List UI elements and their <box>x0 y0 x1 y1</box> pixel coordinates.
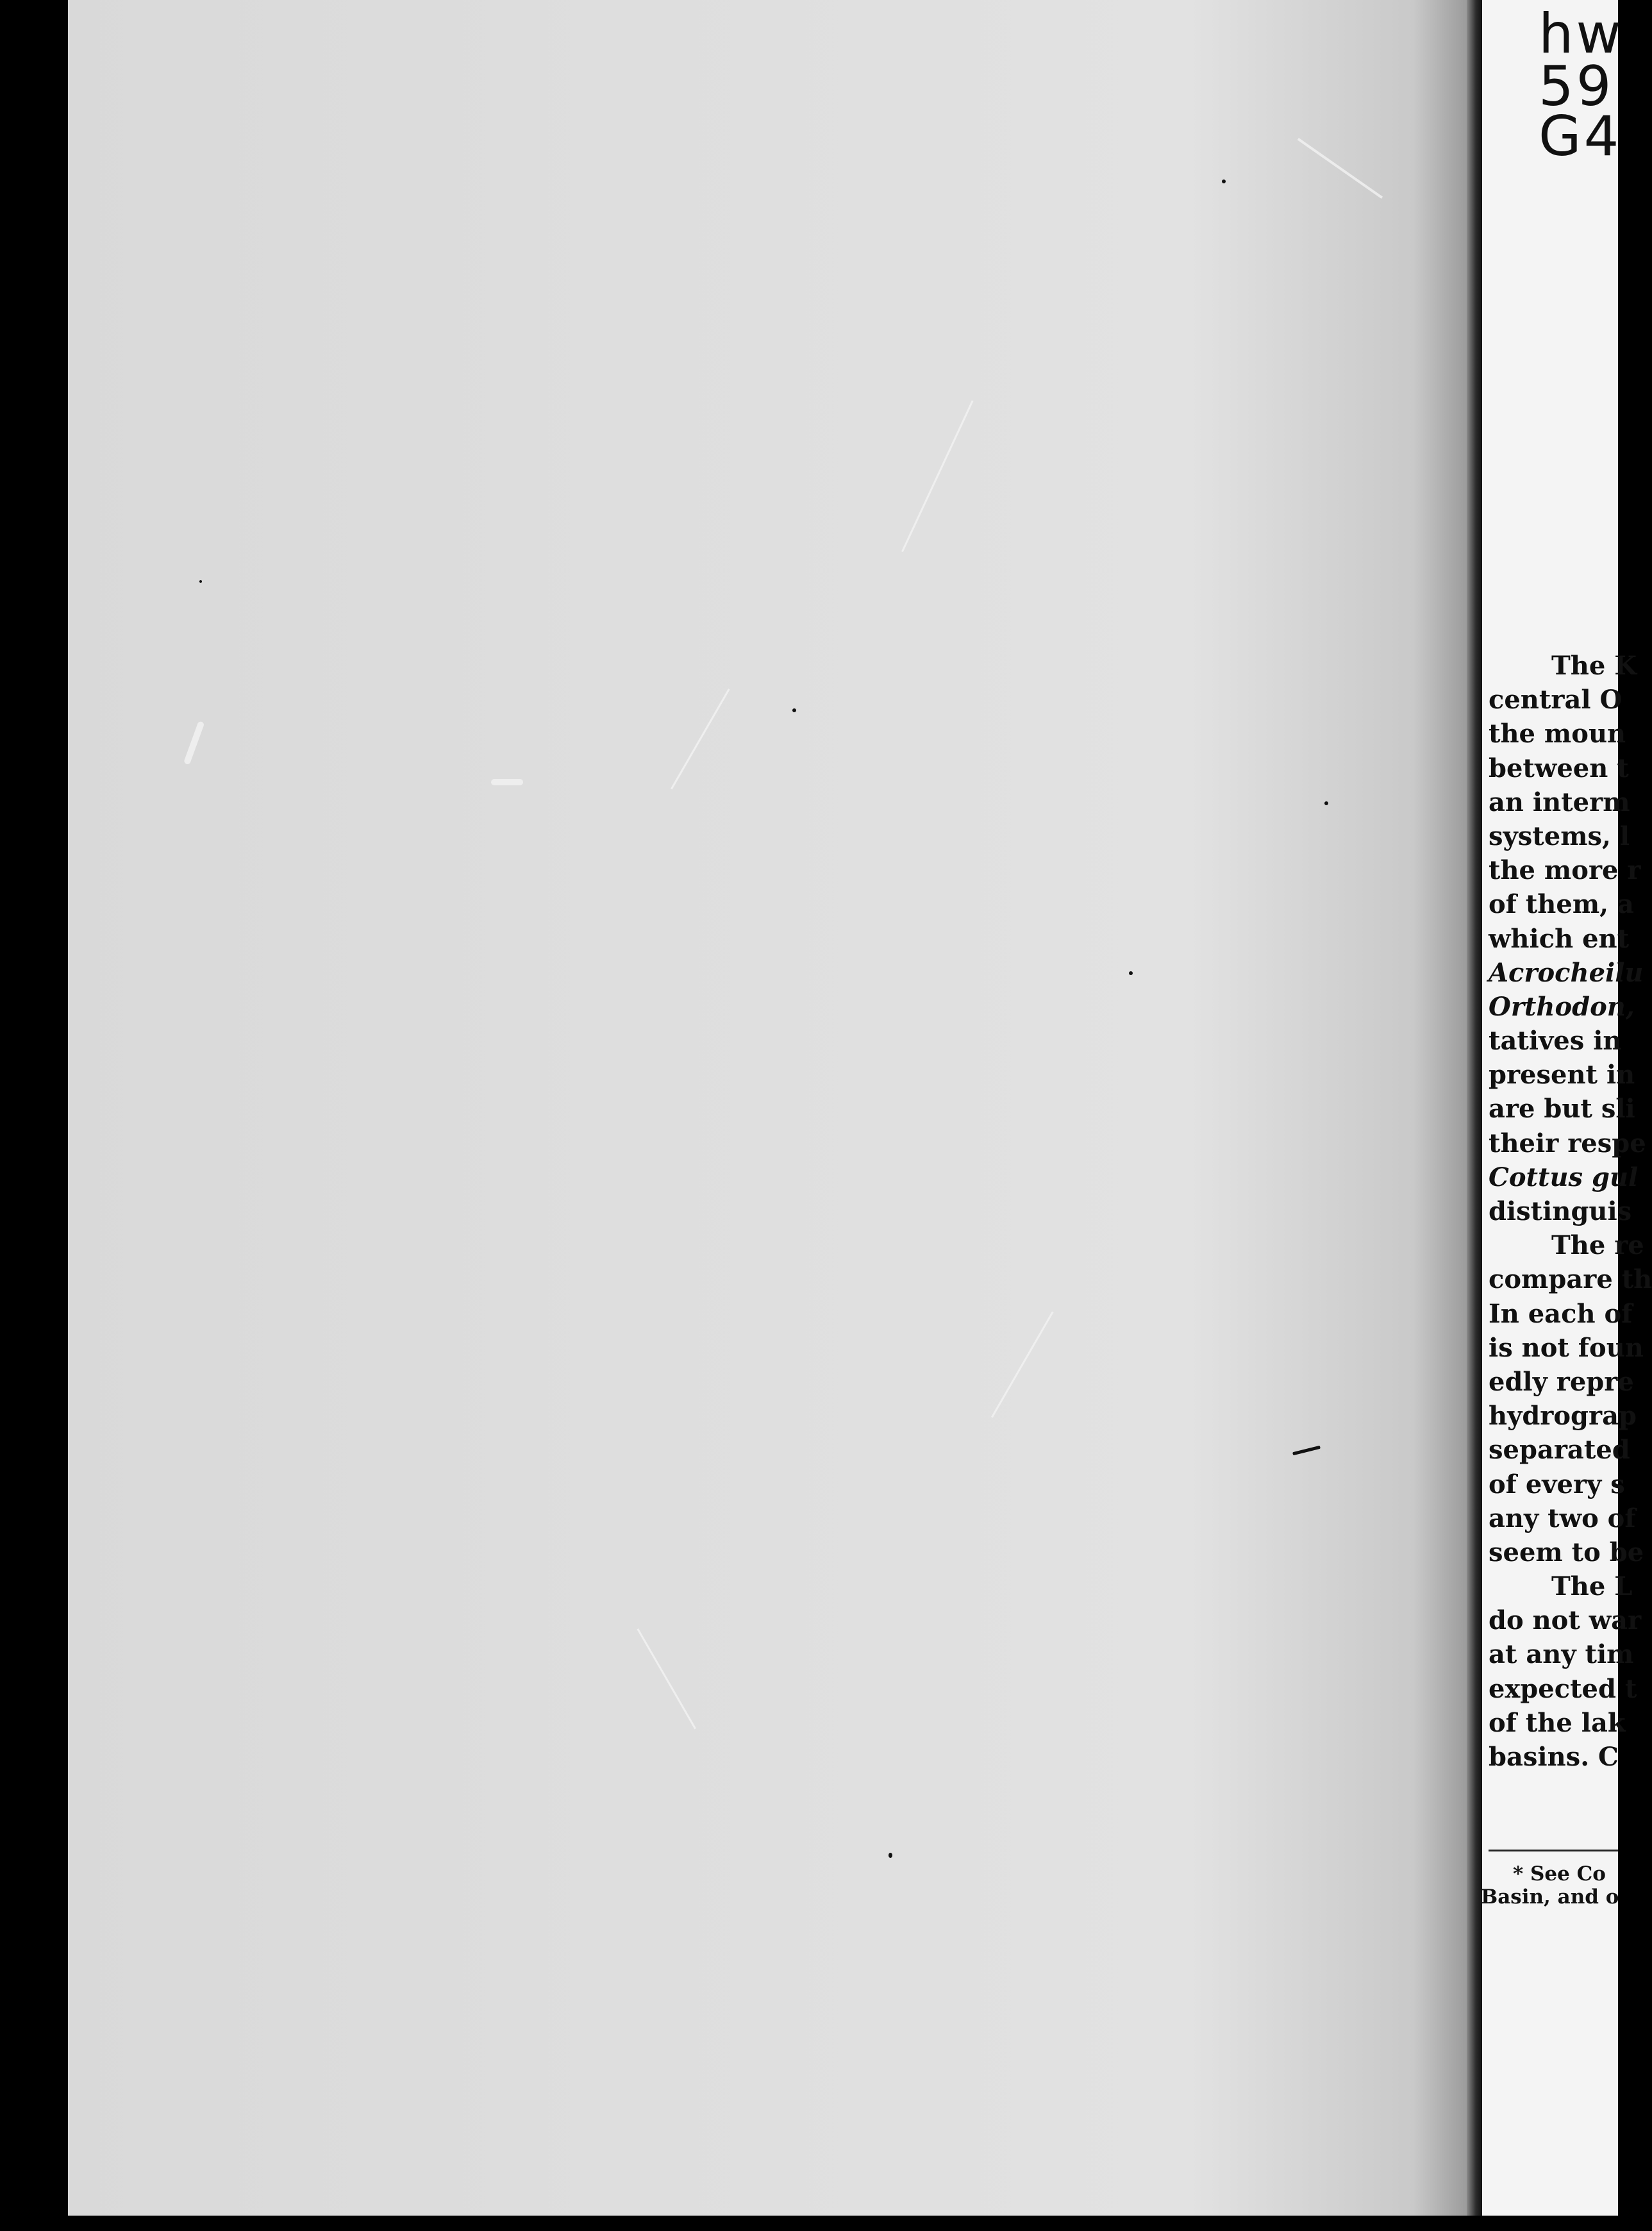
blank-left-page <box>68 0 1469 2216</box>
body-text-line: basins. C <box>1489 1742 1619 1772</box>
body-text-line: distinguis <box>1489 1196 1632 1226</box>
body-text-line: their respe <box>1489 1128 1646 1158</box>
handwritten-note-line: 59 <box>1539 54 1614 119</box>
paper-scratch <box>183 721 204 765</box>
paper-speck <box>889 1853 892 1858</box>
handwritten-note-line: hw <box>1539 2 1624 66</box>
body-text-line: tatives in <box>1489 1026 1622 1057</box>
body-text-line: Orthodon, <box>1489 991 1635 1022</box>
paper-scratch <box>991 1311 1054 1417</box>
truncated-body-text <box>1489 649 1652 1774</box>
body-text-line: The re <box>1551 1230 1644 1261</box>
body-text-line: edly repre <box>1489 1366 1634 1397</box>
paper-scratch <box>637 1628 696 1729</box>
paper-scratch <box>671 689 730 789</box>
body-text-line: is not foun <box>1489 1332 1644 1363</box>
footnote-rule <box>1489 1850 1618 1851</box>
body-text-line: In each of <box>1489 1298 1633 1329</box>
body-text-line: any two of <box>1489 1503 1636 1533</box>
body-text-line: expected t <box>1489 1673 1637 1704</box>
paper-speck <box>792 708 796 712</box>
body-text-line: the moun <box>1489 719 1626 749</box>
body-text-line: at any tim <box>1489 1639 1634 1670</box>
body-text-line: The L <box>1551 1571 1633 1602</box>
footnote-line: * See Co <box>1513 1862 1606 1885</box>
body-text-line: compare th <box>1489 1264 1652 1295</box>
body-text-line: seem to be <box>1489 1537 1644 1567</box>
body-text-line: systems, l <box>1489 821 1630 851</box>
body-text-line: of the lak <box>1489 1707 1626 1738</box>
handwritten-note-line: G4 <box>1539 104 1622 169</box>
body-text-line: present in <box>1489 1060 1635 1090</box>
paper-scratch <box>491 779 523 785</box>
body-text-line: The K <box>1551 651 1637 681</box>
book-gutter <box>1467 0 1482 2216</box>
paper-speck <box>1324 801 1328 805</box>
body-text-line: between t <box>1489 753 1629 783</box>
body-text-line: of every s <box>1489 1469 1625 1500</box>
footnote <box>1481 1862 1618 1909</box>
paper-scratch <box>901 400 974 552</box>
body-text-line: of them, a <box>1489 889 1634 920</box>
body-text-line: Cottus gul <box>1489 1162 1639 1192</box>
paper-speck <box>1129 971 1133 975</box>
body-text-line: do not war <box>1489 1605 1642 1636</box>
paper-mark <box>1292 1446 1321 1455</box>
body-text-line: an interm <box>1489 787 1630 817</box>
body-text-line: hydrograp <box>1489 1401 1637 1432</box>
paper-speck <box>199 580 202 583</box>
body-text-line: are but sli <box>1489 1094 1635 1124</box>
body-text-line: which ent <box>1489 923 1630 954</box>
body-text-line: Acrocheilu <box>1489 957 1644 988</box>
footnote-line: Basin, and o <box>1481 1885 1619 1909</box>
body-text-line: separated <box>1489 1435 1630 1466</box>
paper-scratch <box>1297 138 1383 199</box>
paper-speck <box>1222 180 1226 183</box>
body-text-line: the more r <box>1489 855 1641 886</box>
body-text-line: central O <box>1489 685 1623 715</box>
